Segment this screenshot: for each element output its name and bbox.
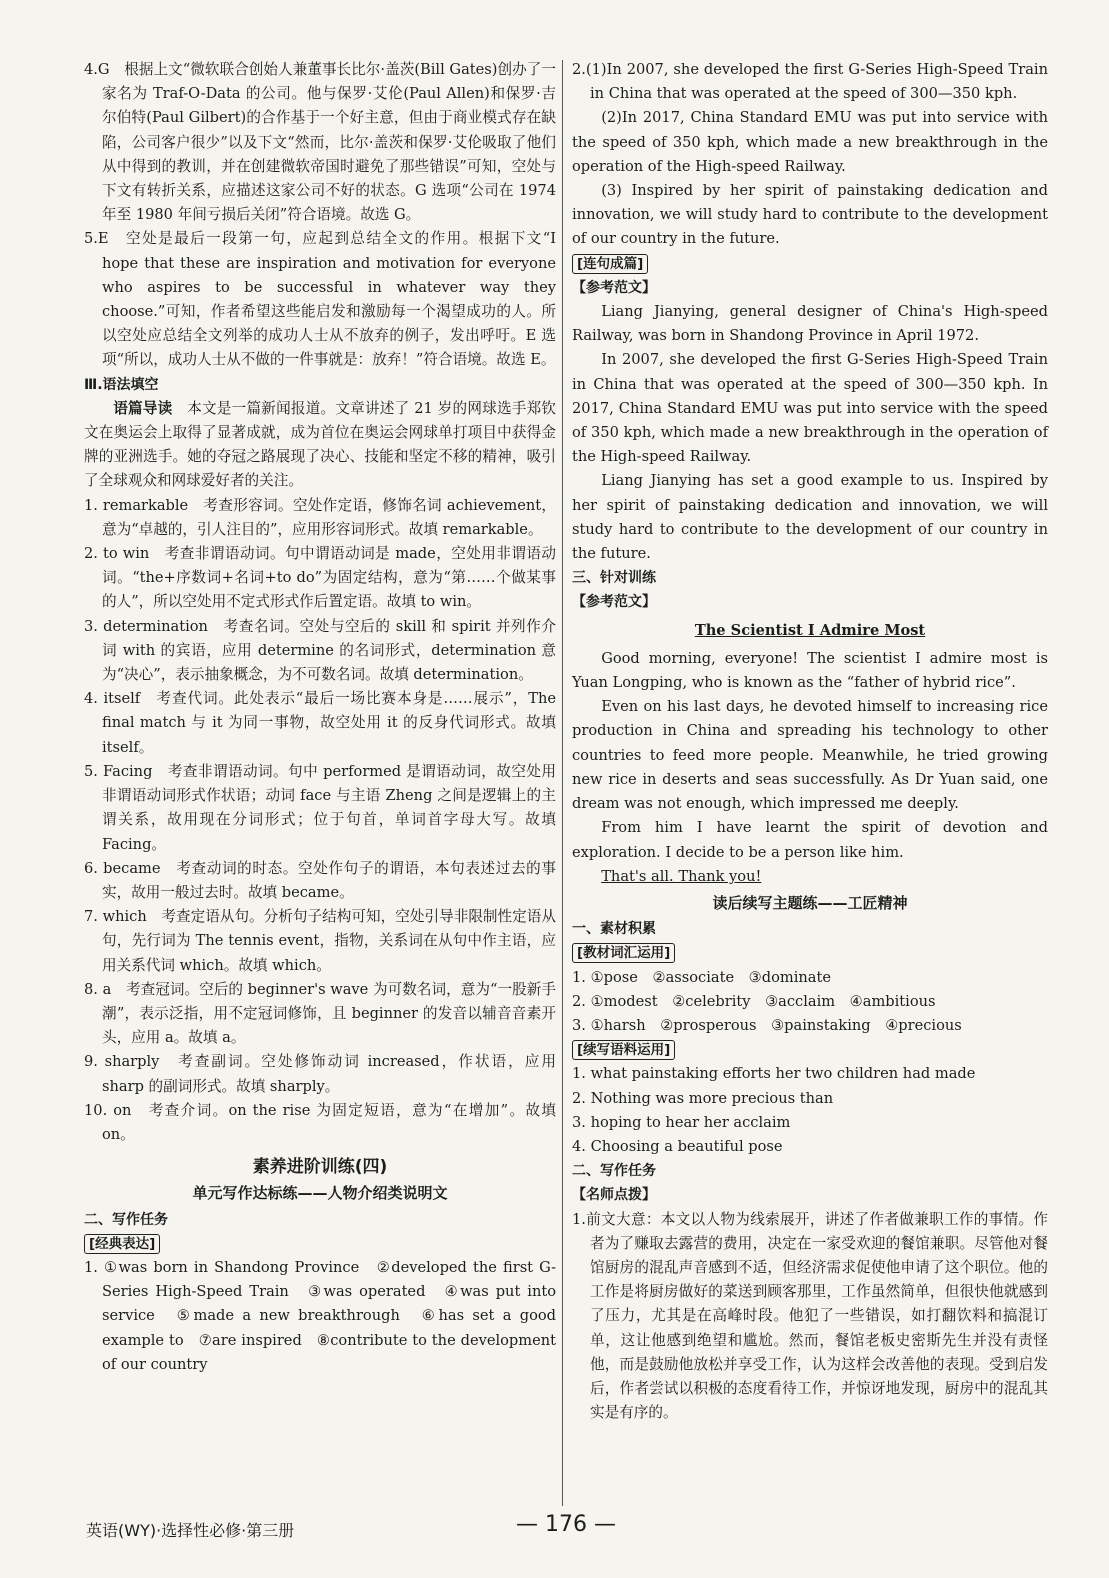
grammar-item: 4. itself 考查代词。此处表示“最后一场比赛本身是……展示”，The final match 与 it 为同一事物，故空处用 it 的反身代词形式。故填 itself。 <box>84 690 556 756</box>
passage-guide-text: 本文是一篇新闻报道。文章讲述了 21 岁的网球选手郑钦文在奥运会上取得了显著成就，成为首位在奥运会网球单打项目中获得金牌的亚洲选手。她的夺冠之路展现了决心、技能和坚定不移的精神，吸引了全球观众和网球爱好者的关注。 <box>84 399 556 490</box>
grammar-item: 2. to win 考查非谓语动词。句中谓语动词是 made，空处用非谓语动词。“the+序数词+名词+to do”为固定结构，意为“第……个做某事的人”，所以空处用不定式形式作后置定语。故填 to win。 <box>84 545 556 611</box>
vocab-item: 2. ①modest ②celebrity ③acclaim ④ambitious <box>572 992 936 1010</box>
passage-guide-label: 语篇导读 <box>113 399 173 417</box>
essay-paragraph: In 2007, she developed the first G-Series High-Speed Train in China that was operated at the speed of 300—350 kph. In 2017, China Standard EMU was put into service with the speed of 350 kph, which made a new breakthrough in the operation of the High-speed Railway. <box>572 351 1048 466</box>
unit-writing-title: 单元写作达标练——人物介绍类说明文 <box>192 1184 448 1203</box>
reference-label: 【参考范文】 <box>572 594 656 611</box>
classic-expression-tag: [经典表达] <box>84 1234 160 1254</box>
essay-paragraph: Even on his last days, he devoted himself to increasing rice production in China and spreading his technology to other countries to feed more people. Meanwhile, he tried growing new rice in deserts and seas successfully. As Dr Yuan said, one dream was not enough, which impressed me deeply. <box>572 698 1048 813</box>
essay-title: The Scientist I Admire Most <box>694 621 926 639</box>
essay-paragraph: Liang Jianying has set a good example to us. Inspired by her spirit of painstaking dedication and innovation, we will study hard to contribute to the development of our country in the future. <box>572 472 1048 563</box>
sentence-2-2: (2)In 2017, China Standard EMU was put into service with the speed of 350 kph, which made a new breakthrough in the operation of the High-speed Railway. <box>572 109 1048 175</box>
grammar-item: 7. which 考查定语从句。分析句子结构可知，空处引导非限制性定语从句，先行词为 The tennis event，指物，关系词在从句中作主语，应用关系代词 which。故填 which。 <box>84 908 556 974</box>
language-item: 3. hoping to hear her acclaim <box>572 1113 791 1131</box>
book-title: 英语(WY)·选择性必修·第三册 <box>86 1521 295 1540</box>
essay-closing: That's all. Thank you! <box>601 867 762 885</box>
grammar-item: 5. Facing 考查非谓语动词。句中 performed 是谓语动词，故空处用非谓语动词形式作状语；动词 face 与主语 Zheng 之间是逻辑上的主谓关系，故用现在分词形式；位于句首，单词首字母大写。故填 Facing。 <box>84 762 556 853</box>
theme-practice-title: 读后续写主题练——工匠精神 <box>712 893 908 912</box>
teacher-tip-text: 1.前文大意：本文以人物为线索展开，讲述了作者做兼职工作的事情。作者为了赚取去露营的费用，决定在一家受欢迎的餐馆兼职。尽管他对餐馆厨房的混乱声音感到不适，但经济需求促使他申请了这个职位。他的工作是将厨房做好的菜送到顾客那里，工作虽然简单，但很快他就感到了压力，尤其是在高峰时段。他犯了一些错误，如打翻饮料和搞混订单，这让他感到绝望和尴尬。然而，餐馆老板史密斯先生并没有责怪他，而是鼓励他放松并享受工作，认为这样会改善他的表现。受到启发后，作者尝试以积极的态度看待工作，并惊讶地发现，厨房中的混乱其实是有序的。 <box>572 1210 1048 1422</box>
vocab-tag: [教材词汇运用] <box>572 943 675 963</box>
training-title: 素养进阶训练(四) <box>252 1157 388 1178</box>
material-heading: 一、素材积累 <box>572 921 656 938</box>
answer-item-4: 4.G 根据上文“微软联合创始人兼董事长比尔·盖茨(Bill Gates)创办了一家名为 Traf-O-Data 的公司。他与保罗·艾伦(Paul Allen)和保罗·吉尔伯特(Paul Gilbert)的合作基于一个好主意，但由于商业模式存在缺陷，公司客户很少”以及下文“然而，比尔·盖茨和保罗·艾伦吸取了他们从中得到的教训，并在创建微软帝国时避免了那些错误”可知，空处与下文有转折关系，应描述这家公司不好的状态。G 选项“公司在 1974 年至 1980 年间亏损后关闭”符合语境。故选 G。 <box>84 61 556 224</box>
grammar-item: 9. sharply 考查副词。空处修饰动词 increased，作状语，应用 sharp 的副词形式。故填 sharply。 <box>84 1053 556 1095</box>
language-item: 2. Nothing was more precious than <box>572 1089 834 1107</box>
sentence-2-1: 2.(1)In 2007, she developed the first G-Series High-Speed Train in China that was operated at the speed of 300—350 kph. <box>572 61 1048 103</box>
grammar-item: 6. became 考查动词的时态。空处作句子的谓语，本句表述过去的事实，故用一般过去时。故填 became。 <box>84 859 556 901</box>
vocab-item: 1. ①pose ②associate ③dominate <box>572 968 831 986</box>
writing-task-heading: 二、写作任务 <box>84 1211 168 1228</box>
reference-label: 【参考范文】 <box>572 279 656 296</box>
language-tag: [续写语料运用] <box>572 1040 675 1060</box>
grammar-item: 8. a 考查冠词。空后的 beginner's wave 为可数名词，意为“一股新手潮”，表示泛指，用不定冠词修饰，且 beginner 的发音以辅音音素开头，应用 a。故填 a。 <box>84 980 556 1047</box>
section-grammar-heading: Ⅲ.语法填空 <box>84 376 159 393</box>
grammar-item: 1. remarkable 考查形容词。空处作定语，修饰名词 achievement，意为“卓越的，引人注目的”，应用形容词形式。故填 remarkable。 <box>84 496 556 538</box>
answer-item-5: 5.E 空处是最后一段第一句，应起到总结全文的作用。根据下文“I hope that these are inspiration and motivation for everyone who aspires to be successful in whatever way they choose.”可知，作者希望这些能启发和激励每一个渴望成功的人。所以空处应总结全文列举的成功人士从不放弃的例子，发出呼吁。E 选项“所以，成功人士从不做的一件事就是：放弃！”符合语境。故选 E。 <box>84 230 556 369</box>
teacher-tip-label: 【名师点拨】 <box>572 1187 656 1204</box>
link-sentences-tag: [连句成篇] <box>572 254 648 274</box>
grammar-item: 10. on 考查介词。on the rise 为固定短语，意为“在增加”。故填 on。 <box>84 1101 556 1143</box>
sentence-2-3: (3) Inspired by her spirit of painstaking dedication and innovation, we will study hard to contribute to the development of our country in the future. <box>572 182 1048 248</box>
targeted-training-heading: 三、针对训练 <box>572 570 656 587</box>
right-column <box>572 58 1048 1425</box>
passage-guide <box>84 397 556 494</box>
column-divider <box>562 60 563 1506</box>
classic-expression-list: 1. ①was born in Shandong Province ②developed the first G-Series High-Speed Train ③was operated ④was put into service ⑤made a new breakthrough ⑥has set a good example to ⑦are inspired ⑧contribute to the development of our country <box>84 1258 556 1373</box>
writing-task-heading: 二、写作任务 <box>572 1163 656 1180</box>
language-item: 4. Choosing a beautiful pose <box>572 1137 783 1155</box>
language-item: 1. what painstaking efforts her two children had made <box>572 1065 976 1083</box>
page-number: — 176 — <box>516 1512 616 1537</box>
left-column <box>84 58 556 1377</box>
grammar-item: 3. determination 考查名词。空处与空后的 skill 和 spirit 并列作介词 with 的宾语，应用 determine 的名词形式，determination 意为“决心”，表示抽象概念，为不可数名词。故填 determination。 <box>84 617 556 684</box>
essay-paragraph <box>572 865 1048 889</box>
essay-paragraph: Good morning, everyone! The scientist I admire most is Yuan Longping, who is known as the “father of hybrid rice”. <box>572 649 1048 692</box>
essay-paragraph: Liang Jianying, general designer of China's High-speed Railway, was born in Shandong Province in April 1972. <box>572 303 1048 345</box>
essay-paragraph: From him I have learnt the spirit of devotion and exploration. I decide to be a person like him. <box>572 819 1048 861</box>
vocab-item: 3. ①harsh ②prosperous ③painstaking ④precious <box>572 1016 962 1034</box>
